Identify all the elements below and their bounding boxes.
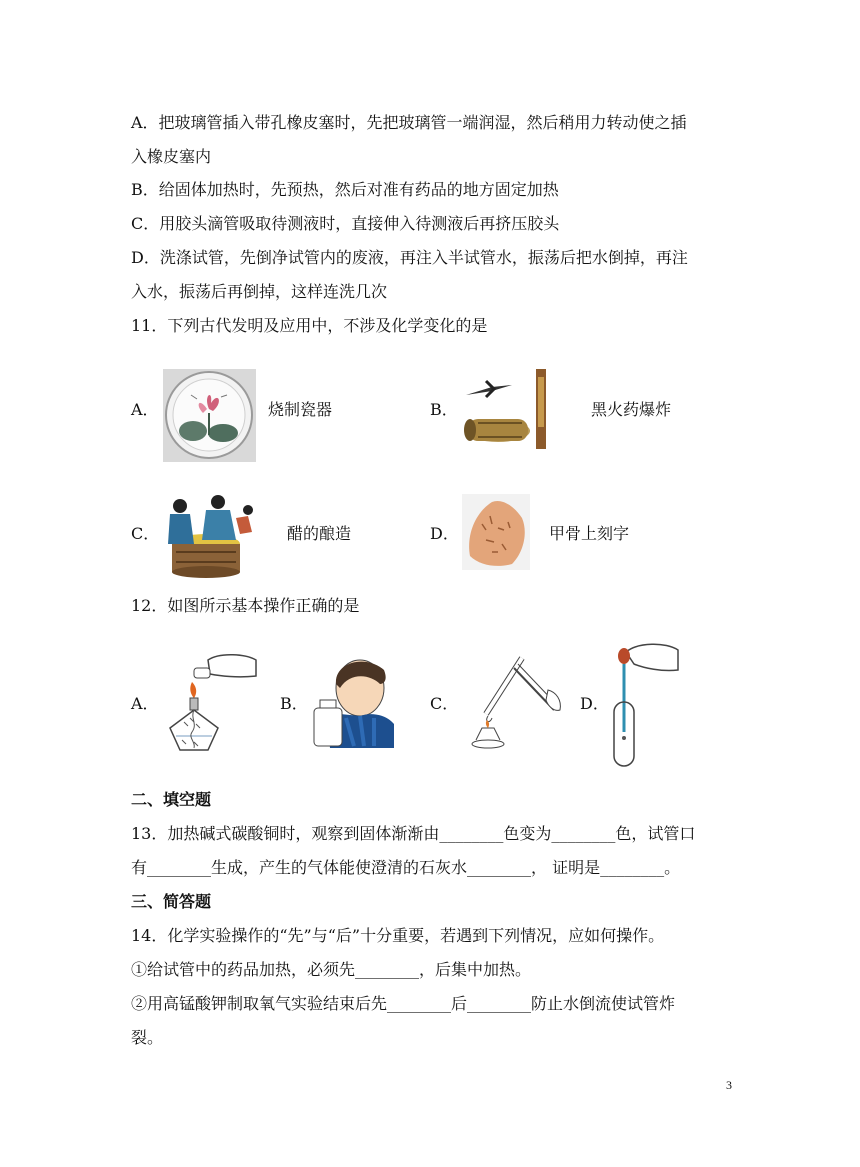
q11-option-b-text: 黑火药爆炸 (591, 400, 672, 419)
q11-option-d-text: 甲骨上刻字 (549, 524, 630, 543)
q10-option-c: C．用胶头滴管吸取待测液时，直接伸入待测液后再挤压胶头 (131, 214, 560, 233)
q11-option-c-letter: C． (131, 524, 160, 543)
vinegar-brewing-image (160, 492, 258, 578)
q11-option-d-letter: D． (430, 524, 459, 543)
page-number: 3 (726, 1078, 732, 1092)
q13-line1: 13．加热碱式碳酸铜时，观察到固体渐渐由________色变为________色，试管口 (131, 824, 696, 843)
gunpowder-image (460, 367, 548, 451)
smelling-gas-image (310, 654, 394, 748)
q13-line2: 有________生成，产生的气体能使澄清的石灰水________， 证明是________。 (131, 858, 681, 877)
q10-option-a-line1: A．把玻璃管插入带孔橡皮塞时，先把玻璃管一端润湿，然后稍用力转动使之插 (131, 113, 687, 132)
q12-option-b-letter: B． (280, 694, 308, 713)
q11-stem: 11．下列古代发明及应用中，不涉及化学变化的是 (131, 316, 488, 335)
q10-option-b: B．给固体加热时，先预热，然后对准有药品的地方固定加热 (131, 180, 559, 199)
q14-item2-line1: ②用高锰酸钾制取氧气实验结束后先________后________防止水倒流使试管炸 (131, 994, 676, 1013)
q14-item2-line2: 裂。 (131, 1028, 164, 1047)
q11-option-c-text: 醋的酿造 (287, 524, 352, 543)
q12-option-d-letter: D． (580, 694, 609, 713)
q12-stem: 12．如图所示基本操作正确的是 (131, 596, 360, 615)
q12-option-a-letter: A． (131, 694, 159, 713)
q11-option-a-text: 烧制瓷器 (268, 400, 333, 419)
q14-stem: 14．化学实验操作的“先”与“后”十分重要，若遇到下列情况，应如何操作。 (131, 926, 665, 945)
q11-option-b-letter: B． (430, 400, 458, 419)
q14-item1: ①给试管中的药品加热，必须先________，后集中加热。 (131, 960, 532, 979)
heating-test-tube-image (458, 650, 568, 750)
section-heading-fill-in: 二、填空题 (131, 790, 212, 809)
lighting-alcohol-lamp-image (160, 652, 260, 756)
q12-option-c-letter: C． (430, 694, 459, 713)
q10-option-a-line2: 入橡皮塞内 (131, 147, 212, 166)
q11-option-a-letter: A． (131, 400, 159, 419)
porcelain-plate-image (163, 369, 256, 462)
oracle-bone-image (462, 494, 530, 570)
section-heading-short-answer: 三、简答题 (131, 892, 212, 911)
q10-option-d-line1: D．洗涤试管，先倒净试管内的废液，再注入半试管水，振荡后把水倒掉，再注 (131, 248, 688, 267)
dropper-image (604, 642, 680, 772)
q10-option-d-line2: 入水，振荡后再倒掉，这样连洗几次 (131, 282, 388, 301)
